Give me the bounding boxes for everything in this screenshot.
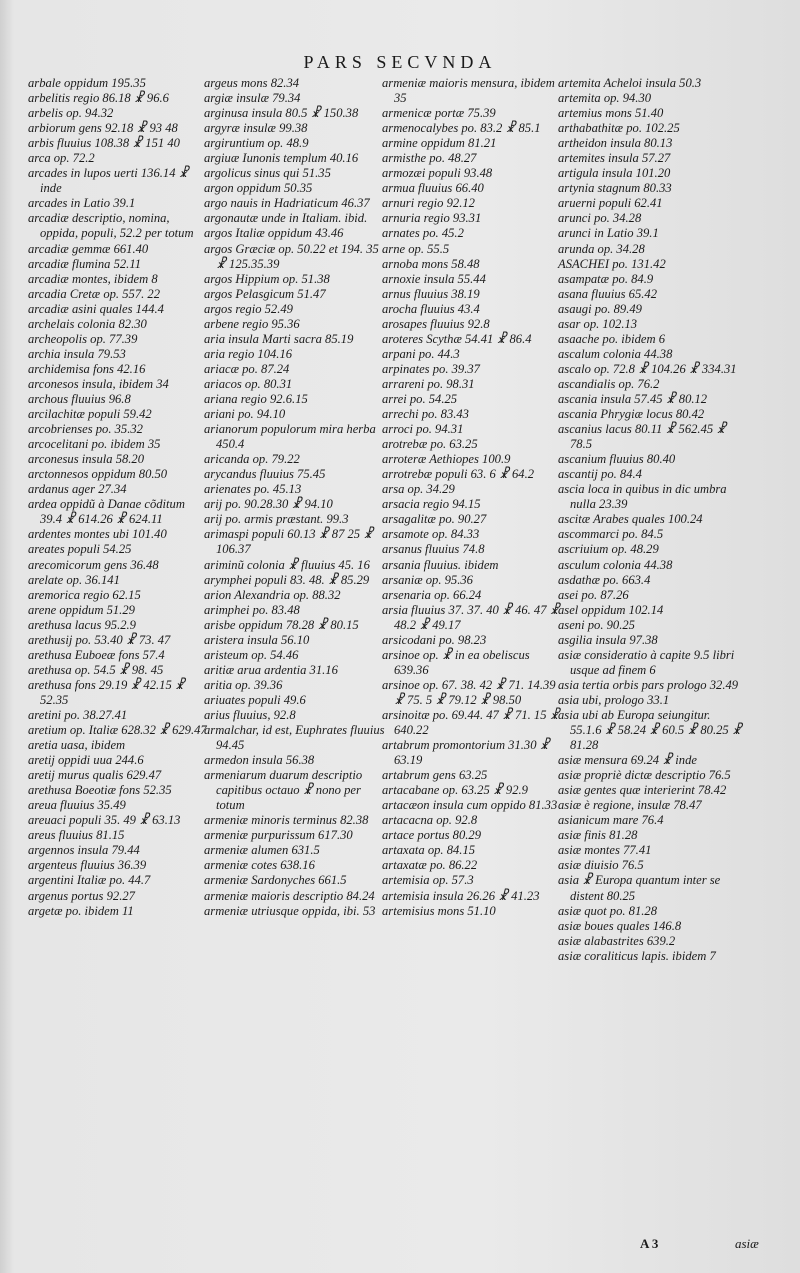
index-entry: asia ubi, prologo 33.1 [558,692,670,707]
index-entry: argolicus sinus qui 51.35 [204,166,331,181]
index-entry: arimaspi populi 60.13 ☧ 87 25 ☧ 106.37 [204,527,374,557]
index-entry: arrotrebæ populi 63. 6 ☧ 64.2 [382,467,535,482]
index-entry: arosapes fluuius 92.8 [382,316,490,331]
index-entry: asia tertia orbis pars prologo 32.49 [558,677,739,692]
index-entry: aricanda op. 79.22 [204,452,300,467]
index-entry: arsinoe op. ☧ in ea obeliscus 639.36 [382,647,530,677]
index-entry: artemius mons 51.40 [558,106,664,121]
index-entry: asampatæ po. 84.9 [558,271,654,286]
index-entry: arij po. armis præstant. 99.3 [204,512,349,527]
index-column-3 [382,76,566,919]
index-entry: archous fluuius 96.8 [28,391,131,406]
index-entry: ascanius lacus 80.11 ☧ 562.45 ☧ 78.5 [558,422,727,452]
catchword: asiæ [735,1236,759,1251]
index-entry: asia ubi ab Europa seiungitur. 55.1.6 ☧ 58.24 ☧ 60.5 ☧ 80.25 ☧ 81.28 [558,707,742,753]
index-entry: argos Pelasgicum 51.47 [204,286,326,301]
index-entry: arthabathitæ po. 102.25 [558,121,680,136]
index-entry: arsinoe op. 67. 38. 42 ☧ 71. 14.39 ☧ 75. 5 ☧ 79.12 ☧ 98.50 [382,677,556,707]
index-entry: ascommarci po. 84.5 [558,527,664,542]
index-entry: aretini po. 38.27.41 [28,707,128,722]
index-entry: arne op. 55.5 [382,241,450,256]
index-entry: armisthe po. 48.27 [382,151,477,166]
index-entry: artemisia op. 57.3 [382,873,474,888]
index-entry: arcadiæ descriptio, nomina, oppida, populi, 52.2 per totum [28,211,194,241]
index-entry: argo nauis in Hadriaticum 46.37 [204,196,370,211]
index-entry: ascalum colonia 44.38 [558,346,673,361]
index-entry: areuaci populi 35. 49 ☧ 63.13 [28,813,181,828]
index-entry: artabrum gens 63.25 [382,768,488,783]
index-entry: arginusa insula 80.5 ☧ 150.38 [204,106,359,121]
index-entry: arca op. 72.2 [28,151,95,166]
index-entry: armeniæ cotes 638.16 [204,858,315,873]
index-entry: asiæ consideratio à capite 9.5 libri usque ad finem 6 [558,647,735,677]
index-entry: aruerni populi 62.41 [558,196,663,211]
index-entry: arcades in Latio 39.1 [28,196,136,211]
index-entry: arcades in lupos uerti 136.14 ☧ inde [28,166,189,196]
index-entry: arecomicorum gens 36.48 [28,557,159,572]
index-entry: ariacæ po. 87.24 [204,361,290,376]
index-entry: armua fluuius 66.40 [382,181,484,196]
index-entry: ardentes montes ubi 101.40 [28,527,167,542]
index-entry: argetæ po. ibidem 11 [28,903,134,918]
index-entry: arctonnesos oppidum 80.50 [28,467,168,482]
index-entry: arethusa op. 54.5 ☧ 98. 45 [28,662,164,677]
index-entry: aroteres Scythæ 54.41 ☧ 86.4 [382,331,532,346]
index-entry: aremorica regio 62.15 [28,587,141,602]
index-entry: arsanus fluuius 74.8 [382,542,485,557]
index-entry: ariminũ colonia ☧ fluuius 45. 16 [204,557,370,572]
index-entry: armeniæ maioris descriptio 84.24 [204,888,375,903]
index-entry: ascalo op. 72.8 ☧ 104.26 ☧ 334.31 [558,361,737,376]
index-entry: asiæ boues quales 146.8 [558,918,682,933]
index-entry: asiæ gentes quæ interierint 78.42 [558,783,727,798]
index-entry: artacæon insula cum oppido 81.33 [382,798,558,813]
index-entry: asiæ mensura 69.24 ☧ inde [558,753,697,768]
index-entry: arethusa Euboeæ fons 57.4 [28,647,165,662]
index-entry: arbelitis regio 86.18 ☧ 96.6 [28,91,169,106]
index-entry: arnuria regio 93.31 [382,211,482,226]
index-entry: arrechi po. 83.43 [382,407,469,422]
index-entry: artace portus 80.29 [382,828,481,843]
index-entry: aretium op. Italiæ 628.32 ☧ 629.47 [28,723,207,738]
index-entry: argentini Italiæ po. 44.7 [28,873,151,888]
index-entry: arnoxie insula 55.44 [382,271,486,286]
index-entry: arymphei populi 83. 48. ☧ 85.29 [204,572,370,587]
index-column-1 [28,76,210,919]
index-entry: asiæ quot po. 81.28 [558,903,658,918]
index-entry: armeniæ minoris terminus 82.38 [204,813,369,828]
index-entry: arsinoitæ po. 69.44. 47 ☧ 71. 15 ☧ 640.22 [382,707,560,738]
index-entry: arconesus insula 58.20 [28,452,145,467]
index-entry: arethusa Boeotiæ fons 52.35 [28,783,172,798]
index-entry: arsacia regio 94.15 [382,497,481,512]
index-entry: ariani po. 94.10 [204,407,286,422]
index-entry: asiæ diuisio 76.5 [558,858,644,873]
index-entry: artheidon insula 80.13 [558,136,673,151]
index-entry: ascitæ Arabes quales 100.24 [558,512,703,527]
index-entry: arbale oppidum 195.35 [28,76,146,90]
index-entry: armeniæ purpurissum 617.30 [204,828,353,843]
index-entry: asiæ finis 81.28 [558,828,638,843]
index-entry: asgilia insula 97.38 [558,632,658,647]
index-entry: arpinates po. 39.37 [382,361,480,376]
index-entry: arethusa lacus 95.2.9 [28,617,136,632]
index-entry: asiæ è regione, insulæ 78.47 [558,798,702,813]
index-entry: argon oppidum 50.35 [204,181,313,196]
index-entry: arconesos insula, ibidem 34 [28,376,169,391]
index-entry: artemites insula 57.27 [558,151,671,166]
index-entry: archelais colonia 82.30 [28,316,147,331]
index-entry: ascania Phrygiæ locus 80.42 [558,407,705,422]
index-entry: asaugi po. 89.49 [558,301,642,316]
index-entry: artemisia insula 26.26 ☧ 41.23 [382,888,540,903]
index-entry: arethusa fons 29.19 ☧ 42.15 ☧ 52.35 [28,677,185,707]
index-entry: areua fluuius 35.49 [28,798,126,813]
index-entry: asei po. 87.26 [558,587,629,602]
index-entry: artemisius mons 51.10 [382,903,496,918]
index-entry: arsamote op. 84.33 [382,527,480,542]
index-entry: artacacna op. 92.8 [382,813,478,828]
index-entry: aseni po. 90.25 [558,617,635,632]
index-entry: arsania fluuius. ibidem [382,557,499,572]
index-entry: aretij murus qualis 629.47 [28,768,162,783]
index-entry: arcadiæ flumina 52.11 [28,256,141,271]
index-entry: asiæ alabastrites 639.2 [558,933,676,948]
index-entry: archia insula 79.53 [28,346,126,361]
index-entry: arsa op. 34.29 [382,482,455,497]
index-entry: arion Alexandria op. 88.32 [204,587,341,602]
index-entry: argos Hippium op. 51.38 [204,271,330,286]
index-entry: artemita op. 94.30 [558,91,652,106]
index-entry: arunci in Latio 39.1 [558,226,659,241]
index-entry: argiæ insulæ 79.34 [204,91,301,106]
index-entry: arroteræ Aethiopes 100.9 [382,452,511,467]
index-entry: asia ☧ Europa quantum inter se distent 80.25 [558,873,721,903]
index-entry: arcobrienses po. 35.32 [28,422,143,437]
index-entry: argiruntium op. 48.9 [204,136,309,151]
index-entry: areates populi 54.25 [28,542,132,557]
index-entry: archeopolis op. 77.39 [28,331,138,346]
index-entry: aretij oppidi uua 244.6 [28,753,144,768]
index-entry: archidemisa fons 42.16 [28,361,146,376]
index-entry: arunci po. 34.28 [558,211,642,226]
index-entry: arocha fluuius 43.4 [382,301,480,316]
index-entry: arienates po. 45.13 [204,482,302,497]
index-entry: argonautæ unde in Italiam. ibid. [204,211,368,226]
index-entry: arbiorum gens 92.18 ☧ 93 48 [28,121,178,136]
index-entry: arunda op. 34.28 [558,241,645,256]
index-entry: asdathæ po. 663.4 [558,572,651,587]
index-entry: aria regio 104.16 [204,346,293,361]
index-entry: asiæ montes 77.41 [558,843,652,858]
index-entry: arsaniæ op. 95.36 [382,572,473,587]
index-entry: argos regio 52.49 [204,301,293,316]
index-entry: aristeum op. 54.46 [204,647,299,662]
index-entry: arrei po. 54.25 [382,391,458,406]
index-entry: artaxatæ po. 86.22 [382,858,478,873]
index-entry: aria insula Marti sacra 85.19 [204,331,354,346]
index-entry: asana fluuius 65.42 [558,286,658,301]
index-entry: ardea oppidũ à Danae cõditum 39.4 ☧ 614.26 ☧ 624.11 [28,497,185,527]
index-entry: aritia op. 39.36 [204,677,283,692]
index-entry: arisbe oppidum 78.28 ☧ 80.15 [204,617,359,632]
index-entry: asel oppidum 102.14 [558,602,664,617]
index-entry: armalchar, id est, Euphrates fluuius 94.45 [204,723,385,753]
index-entry: arcadia Cretæ op. 557. 22 [28,286,161,301]
index-entry: argos Italiæ oppidum 43.46 [204,226,344,241]
index-entry: arelate op. 36.141 [28,572,120,587]
index-entry: ascandialis op. 76.2 [558,376,660,391]
index-entry: argiuæ Iunonis templum 40.16 [204,151,359,166]
index-entry: arrareni po. 98.31 [382,376,475,391]
index-entry: armedon insula 56.38 [204,753,315,768]
index-entry: arbene regio 95.36 [204,316,300,331]
index-entry: arius fluuius, 92.8 [204,707,296,722]
page-header: PARS SECVNDA [303,52,497,72]
index-entry: armeniarum duarum descriptio capitibus octauo ☧ nono per totum [204,768,363,813]
index-entry: arsicodani po. 98.23 [382,632,487,647]
index-entry: asculum colonia 44.38 [558,557,673,572]
index-entry: artacabane op. 63.25 ☧ 92.9 [382,783,528,798]
index-entry: artabrum promontorium 31.30 ☧ 63.19 [382,738,550,768]
index-entry: argenteus fluuius 36.39 [28,858,147,873]
index-entry: artynia stagnum 80.33 [558,181,672,196]
index-entry: arcilachitæ populi 59.42 [28,407,152,422]
index-entry: armeniæ utriusque oppida, ibi. 53 [204,903,376,918]
index-entry: aritiæ arua ardentia 31.16 [204,662,338,677]
index-entry: arimphei po. 83.48 [204,602,300,617]
index-entry: ariacos op. 80.31 [204,376,293,391]
index-entry: ascantij po. 84.4 [558,467,642,482]
index-entry: arsia fluuius 37. 37. 40 ☧ 46. 47 ☧ 48.2 ☧ 49.17 [382,602,560,632]
index-entry: ariuates populi 49.6 [204,692,306,707]
index-entry: artemita Acheloi insula 50.3 [558,76,702,90]
index-entry: arnuri regio 92.12 [382,196,475,211]
index-entry: arene oppidum 51.29 [28,602,135,617]
index-entry: armenocalybes po. 83.2 ☧ 85.1 [382,121,541,136]
index-entry: armenicæ portæ 75.39 [382,106,496,121]
index-entry: arsenaria op. 66.24 [382,587,482,602]
index-entry: armeniæ Sardonyches 661.5 [204,873,347,888]
index-entry: arycandus fluuius 75.45 [204,467,326,482]
index-column-2 [204,76,390,919]
index-entry: arcadiæ asini quales 144.4 [28,301,164,316]
index-entry: aristera insula 56.10 [204,632,310,647]
index-entry: ascanium fluuius 80.40 [558,452,676,467]
index-entry: ascania insula 57.45 ☧ 80.12 [558,391,708,406]
index-entry: ascia loca in quibus in dic umbra nulla 23.39 [558,482,727,512]
index-entry: asaache po. ibidem 6 [558,331,666,346]
index-entry: ascriuium op. 48.29 [558,542,659,557]
index-entry: argenus portus 92.27 [28,888,135,903]
index-entry: asiæ propriè dictæ descriptio 76.5 [558,768,731,783]
index-entry: arbis fluuius 108.38 ☧ 151 40 [28,136,180,151]
index-entry: arbelis op. 94.32 [28,106,114,121]
signature-mark: A 3 [640,1236,659,1251]
index-entry: arroci po. 94.31 [382,422,464,437]
index-entry: arotrebæ po. 63.25 [382,437,478,452]
index-entry: ariana regio 92.6.15 [204,391,308,406]
index-entry: arij po. 90.28.30 ☧ 94.10 [204,497,333,512]
index-entry: asiæ coraliticus lapis. ibidem 7 [558,948,716,963]
index-entry: armozæi populi 93.48 [382,166,493,181]
index-entry: ASACHEI po. 131.42 [558,256,666,271]
index-entry: aretia uasa, ibidem [28,738,126,753]
index-entry: arnoba mons 58.48 [382,256,480,271]
index-entry: arcocelitani po. ibidem 35 [28,437,161,452]
index-entry: armeniæ alumen 631.5 [204,843,320,858]
index-entry: armine oppidum 81.21 [382,136,497,151]
index-entry: arsagalitæ po. 90.27 [382,512,487,527]
index-entry: armeniæ maioris mensura, ibidem 35 [382,76,555,106]
index-column-4 [558,76,744,964]
index-entry: arnus fluuius 38.19 [382,286,480,301]
index-entry: artaxata op. 84.15 [382,843,476,858]
index-entry: arcadiæ gemmæ 661.40 [28,241,149,256]
index-entry: asar op. 102.13 [558,316,638,331]
index-entry: ardanus ager 27.34 [28,482,127,497]
index-entry: arnates po. 45.2 [382,226,464,241]
index-entry: arpani po. 44.3 [382,346,460,361]
index-entry: asianicum mare 76.4 [558,813,664,828]
index-entry: areus fluuius 81.15 [28,828,125,843]
index-entry: artigula insula 101.20 [558,166,671,181]
index-entry: arethusij po. 53.40 ☧ 73. 47 [28,632,171,647]
index-entry: argennos insula 79.44 [28,843,140,858]
index-entry: argos Græciæ op. 50.22 et 194. 35 ☧ 125.35.39 [204,241,379,271]
index-entry: argyræ insulæ 99.38 [204,121,308,136]
index-entry: argeus mons 82.34 [204,76,300,90]
index-entry: arianorum populorum mira herba 450.4 [204,422,376,452]
index-entry: arcadiæ montes, ibidem 8 [28,271,158,286]
